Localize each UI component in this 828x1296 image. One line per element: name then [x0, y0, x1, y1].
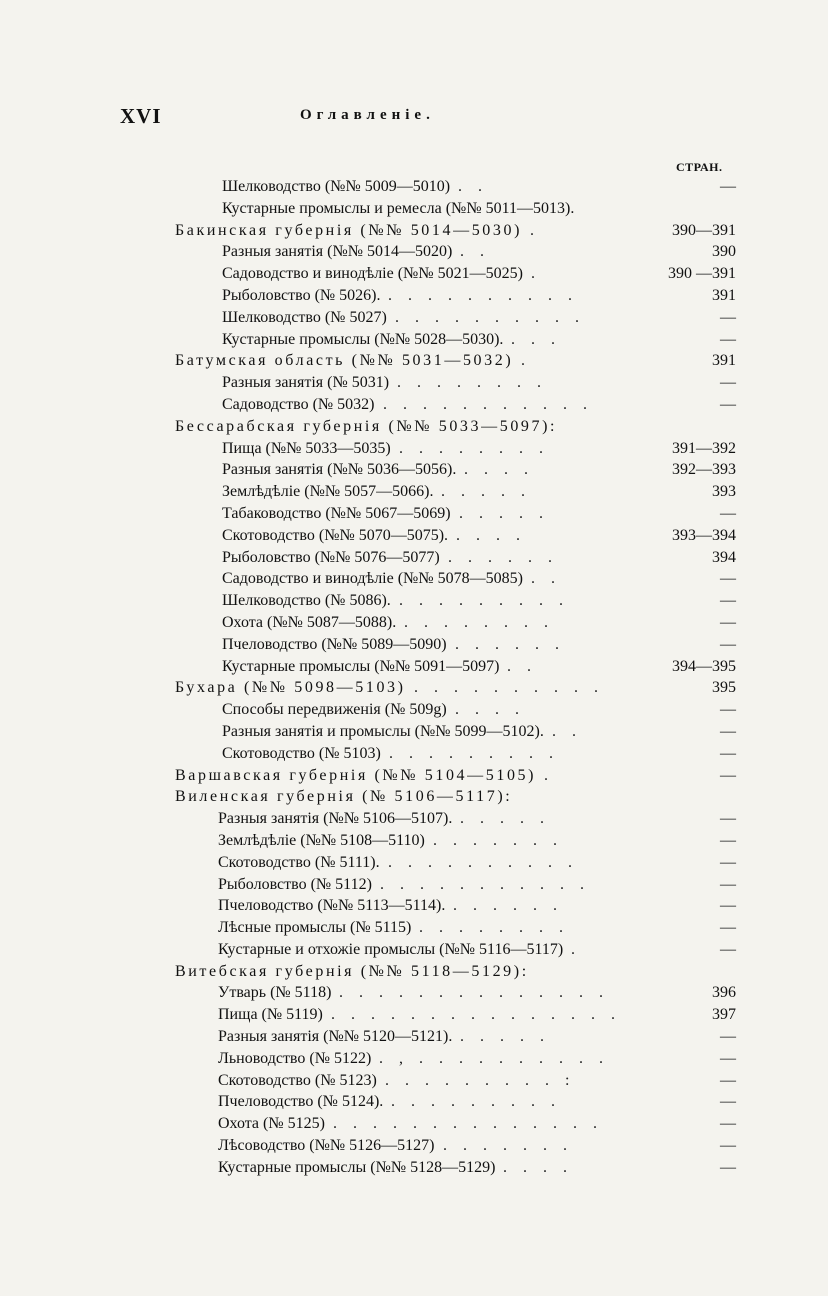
toc-entry-pages: 394 — [712, 548, 736, 566]
toc-entry-label: Разныя занятія (№№ 5014—5020) — [222, 243, 453, 261]
toc-entry — [0, 590, 828, 612]
toc-entry-label: Пчеловодство (№№ 5089—5090) — [222, 635, 447, 653]
toc-entry-pages: 393—394 — [672, 526, 736, 544]
toc-entry — [0, 895, 828, 917]
toc-entry — [0, 198, 828, 220]
toc-entry-pages: — — [720, 1028, 736, 1046]
toc-entry-label: Скотоводство (№№ 5070—5075). — [222, 526, 449, 544]
toc-entry-label: Разныя занятія (№ 5031) — [222, 374, 390, 392]
toc-entry — [0, 481, 828, 503]
toc-entry — [0, 830, 828, 852]
dot-leader: . . . . . . — [455, 635, 565, 653]
toc-entry-pages: — — [720, 592, 736, 610]
dot-leader: . . . . — [464, 461, 534, 479]
toc-entry-pages: — — [720, 395, 736, 413]
toc-entry-pages: 391—392 — [672, 439, 736, 457]
dot-leader: . . . . — [455, 701, 525, 719]
toc-entry-label: Пища (№ 5119) — [218, 1006, 323, 1024]
toc-entry-label: Рыболовство (№ 5026). — [222, 286, 381, 304]
toc-entry-pages: — — [720, 613, 736, 631]
toc-entry-label: Разныя занятія (№№ 5106—5107). — [218, 810, 453, 828]
toc-entry-pages: — — [720, 853, 736, 871]
toc-entry — [0, 1091, 828, 1113]
toc-entry-pages: — — [720, 722, 736, 740]
toc-entry — [0, 568, 828, 590]
dot-leader: . . . . . . . . . . — [395, 308, 585, 326]
dot-leader: . . . . . . . . . — [399, 592, 569, 610]
toc-entry-pages: — — [720, 330, 736, 348]
toc-entry-label: Кустарные промыслы (№№ 5128—5129) — [218, 1158, 496, 1176]
toc-entry-label: Садоводство и винодѣліе (№№ 5021—5025) — [222, 265, 523, 283]
toc-entry — [0, 1004, 828, 1026]
table-of-contents — [0, 176, 828, 1179]
toc-section-entry — [0, 350, 828, 372]
toc-section-entry — [0, 786, 828, 808]
toc-entry — [0, 503, 828, 525]
dot-leader: . . . . . . . . — [419, 919, 569, 937]
toc-entry — [0, 634, 828, 656]
toc-entry-label: Пчеловодство (№№ 5113—5114). — [218, 897, 446, 915]
toc-entry-pages: — — [720, 940, 736, 958]
toc-entry-pages: 390 — [712, 243, 736, 261]
toc-entry-label: Виленская губернія (№ 5106—5117): — [175, 788, 513, 806]
dot-leader: . . . . . . . . . . . — [380, 875, 590, 893]
toc-entry-pages: 393 — [712, 483, 736, 501]
toc-entry-label: Кустарные промыслы и ремесла (№№ 5011—5013). — [222, 199, 575, 217]
toc-entry-label: Льноводство (№ 5122) — [218, 1049, 372, 1067]
toc-entry — [0, 176, 828, 198]
toc-entry — [0, 852, 828, 874]
toc-entry — [0, 1135, 828, 1157]
dot-leader: . . — [507, 657, 537, 675]
pages-column-header: СТРАН. — [676, 160, 723, 174]
toc-section-entry — [0, 677, 828, 699]
toc-section-entry — [0, 416, 828, 438]
toc-entry-label: Кустарные и отхожіе промыслы (№№ 5116—5117) — [218, 940, 564, 958]
toc-entry-pages: 391 — [712, 286, 736, 304]
toc-entry — [0, 394, 828, 416]
dot-leader: . — [521, 352, 531, 370]
toc-entry-pages: — — [720, 744, 736, 762]
toc-entry-label: Скотоводство (№ 5111). — [218, 853, 380, 871]
dot-leader: . . — [552, 722, 582, 740]
toc-entry-label: Бессарабская губернія (№№ 5033—5097): — [175, 417, 558, 435]
toc-entry — [0, 438, 828, 460]
toc-entry — [0, 982, 828, 1004]
toc-entry-label: Шелководство (№ 5086). — [222, 592, 391, 610]
toc-entry — [0, 263, 828, 285]
toc-entry-label: Землѣдѣліе (№№ 5108—5110) — [218, 831, 425, 849]
toc-entry-pages: — — [720, 570, 736, 588]
toc-entry-label: Землѣдѣліе (№№ 5057—5066). — [222, 483, 434, 501]
dot-leader: . . . . . . . — [433, 831, 563, 849]
toc-entry — [0, 285, 828, 307]
toc-entry-pages: — — [720, 504, 736, 522]
toc-entry-label: Способы передвиженія (№ 509g) — [222, 701, 447, 719]
dot-leader: . . . . . — [441, 483, 531, 501]
toc-entry-pages: — — [720, 810, 736, 828]
toc-entry — [0, 656, 828, 678]
toc-entry-pages: 391 — [712, 352, 736, 370]
dot-leader: . . . . . . . . . : — [385, 1071, 576, 1089]
toc-entry-pages: — — [720, 875, 736, 893]
dot-leader: . . — [458, 178, 488, 195]
toc-entry — [0, 808, 828, 830]
toc-entry — [0, 241, 828, 263]
dot-leader: . . . . . . . . — [397, 374, 547, 392]
toc-entry-label: Садоводство (№ 5032) — [222, 395, 375, 413]
toc-entry-pages: 395 — [712, 679, 736, 697]
toc-entry-pages: 397 — [712, 1006, 736, 1024]
toc-entry-label: Садоводство и винодѣліе (№№ 5078—5085) — [222, 570, 523, 588]
dot-leader: . . . . . . . . . — [389, 744, 559, 762]
toc-entry — [0, 459, 828, 481]
toc-entry — [0, 721, 828, 743]
dot-leader: . . . . . — [460, 810, 550, 828]
dot-leader: . . . . . . . . . — [391, 1093, 561, 1111]
toc-section-entry — [0, 961, 828, 983]
toc-entry — [0, 917, 828, 939]
page-title: Оглавленіе. — [300, 107, 435, 123]
toc-entry-label: Шелководство (№ 5027) — [222, 308, 387, 326]
page-number: XVI — [120, 104, 162, 128]
toc-entry-pages: — — [720, 1137, 736, 1155]
toc-entry-label: Рыболовство (№ 5112) — [218, 875, 372, 893]
dot-leader: . . . . . . — [453, 897, 563, 915]
toc-entry-pages: — — [720, 374, 736, 392]
toc-entry-pages: 390—391 — [672, 221, 736, 239]
toc-entry-pages: 394—395 — [672, 657, 736, 675]
dot-leader: . . . . — [503, 1158, 573, 1176]
toc-entry-label: Разныя занятія (№№ 5120—5121). — [218, 1028, 453, 1046]
toc-entry — [0, 1048, 828, 1070]
toc-entry-pages: — — [720, 1049, 736, 1067]
dot-leader: . . . . . . . . . . . . . . — [339, 984, 609, 1002]
dot-leader: . — [571, 940, 581, 958]
dot-leader: . . . . . . . — [443, 1137, 573, 1155]
toc-entry-label: Скотоводство (№ 5103) — [222, 744, 381, 762]
toc-entry-label: Охота (№№ 5087—5088). — [222, 613, 397, 631]
toc-entry — [0, 329, 828, 351]
toc-entry-pages: — — [720, 1115, 736, 1133]
toc-entry-pages: 390 —391 — [668, 265, 736, 283]
toc-entry-pages: — — [720, 766, 736, 784]
dot-leader: . . . . . — [459, 504, 549, 522]
toc-entry-label: Кустарные промыслы (№№ 5028—5030). — [222, 330, 504, 348]
dot-leader: . — [531, 265, 541, 283]
dot-leader: . . . . . . . . — [404, 613, 554, 631]
toc-entry — [0, 612, 828, 634]
dot-leader: . . . . . . . . . . . . . . — [333, 1115, 603, 1133]
dot-leader: . . . . . — [460, 1028, 550, 1046]
toc-entry-pages: — — [720, 1071, 736, 1089]
toc-entry — [0, 1070, 828, 1092]
toc-entry — [0, 874, 828, 896]
toc-section-entry — [0, 220, 828, 242]
dot-leader: . — [544, 766, 554, 784]
toc-entry-pages: 396 — [712, 984, 736, 1002]
toc-entry-label: Скотоводство (№ 5123) — [218, 1071, 377, 1089]
dot-leader: . . . . . . . . — [399, 439, 549, 457]
dot-leader: . . . . . . . . . . — [388, 286, 578, 304]
toc-entry-label: Пища (№№ 5033—5035) — [222, 439, 391, 457]
toc-entry — [0, 547, 828, 569]
dot-leader: . . . . . . . . . . . . . . . — [331, 1006, 621, 1024]
toc-entry-label: Кустарные промыслы (№№ 5091—5097) — [222, 657, 500, 675]
dot-leader: . . . . . . — [448, 548, 558, 566]
toc-entry — [0, 1157, 828, 1179]
dot-leader: . . . . . . . . . . — [414, 679, 604, 697]
toc-entry-pages: — — [720, 897, 736, 915]
dot-leader: . . . — [511, 330, 561, 348]
dot-leader: . , . . . . . . . . . . — [379, 1049, 609, 1067]
toc-entry — [0, 1113, 828, 1135]
toc-entry-label: Шелководство (№№ 5009—5010) — [222, 178, 451, 195]
toc-entry-label: Витебская губернія (№№ 5118—5129): — [175, 962, 529, 980]
toc-entry-label: Табаководство (№№ 5067—5069) — [222, 504, 451, 522]
toc-entry-pages: — — [720, 831, 736, 849]
toc-entry — [0, 939, 828, 961]
dot-leader: . — [530, 221, 540, 239]
toc-entry-label: Батумская область (№№ 5031—5032) — [175, 352, 514, 370]
dot-leader: . . — [460, 243, 490, 261]
toc-section-entry — [0, 765, 828, 787]
toc-entry — [0, 372, 828, 394]
toc-entry-label: Лѣсоводство (№№ 5126—5127) — [218, 1137, 435, 1155]
toc-entry-label: Варшавская губернія (№№ 5104—5105) — [175, 766, 537, 784]
toc-entry-pages: — — [720, 635, 736, 653]
toc-entry-label: Лѣсные промыслы (№ 5115) — [218, 919, 412, 937]
toc-entry-pages: — — [720, 1158, 736, 1176]
toc-entry — [0, 1026, 828, 1048]
toc-entry-pages: — — [720, 308, 736, 326]
toc-entry-label: Рыболовство (№№ 5076—5077) — [222, 548, 440, 566]
toc-entry-pages: — — [720, 701, 736, 719]
toc-entry-pages: — — [720, 1093, 736, 1111]
toc-entry-pages: 392—393 — [672, 461, 736, 479]
toc-entry — [0, 525, 828, 547]
dot-leader: . . — [531, 570, 561, 588]
toc-entry-label: Разныя занятія (№№ 5036—5056). — [222, 461, 457, 479]
toc-entry — [0, 743, 828, 765]
toc-entry-pages: — — [720, 178, 736, 195]
toc-entry-label: Охота (№ 5125) — [218, 1115, 325, 1133]
dot-leader: . . . . . . . . . . — [388, 853, 578, 871]
toc-entry-label: Бухара (№№ 5098—5103) — [175, 679, 406, 697]
toc-entry — [0, 307, 828, 329]
toc-entry-label: Бакинская губернія (№№ 5014—5030) — [175, 221, 523, 239]
toc-entry-label: Пчеловодство (№ 5124). — [218, 1093, 384, 1111]
toc-entry-pages: — — [720, 919, 736, 937]
toc-entry — [0, 699, 828, 721]
toc-entry-label: Разныя занятія и промыслы (№№ 5099—5102). — [222, 722, 544, 740]
dot-leader: . . . . — [456, 526, 526, 544]
dot-leader: . . . . . . . . . . . — [383, 395, 593, 413]
toc-entry-label: Утварь (№ 5118) — [218, 984, 332, 1002]
